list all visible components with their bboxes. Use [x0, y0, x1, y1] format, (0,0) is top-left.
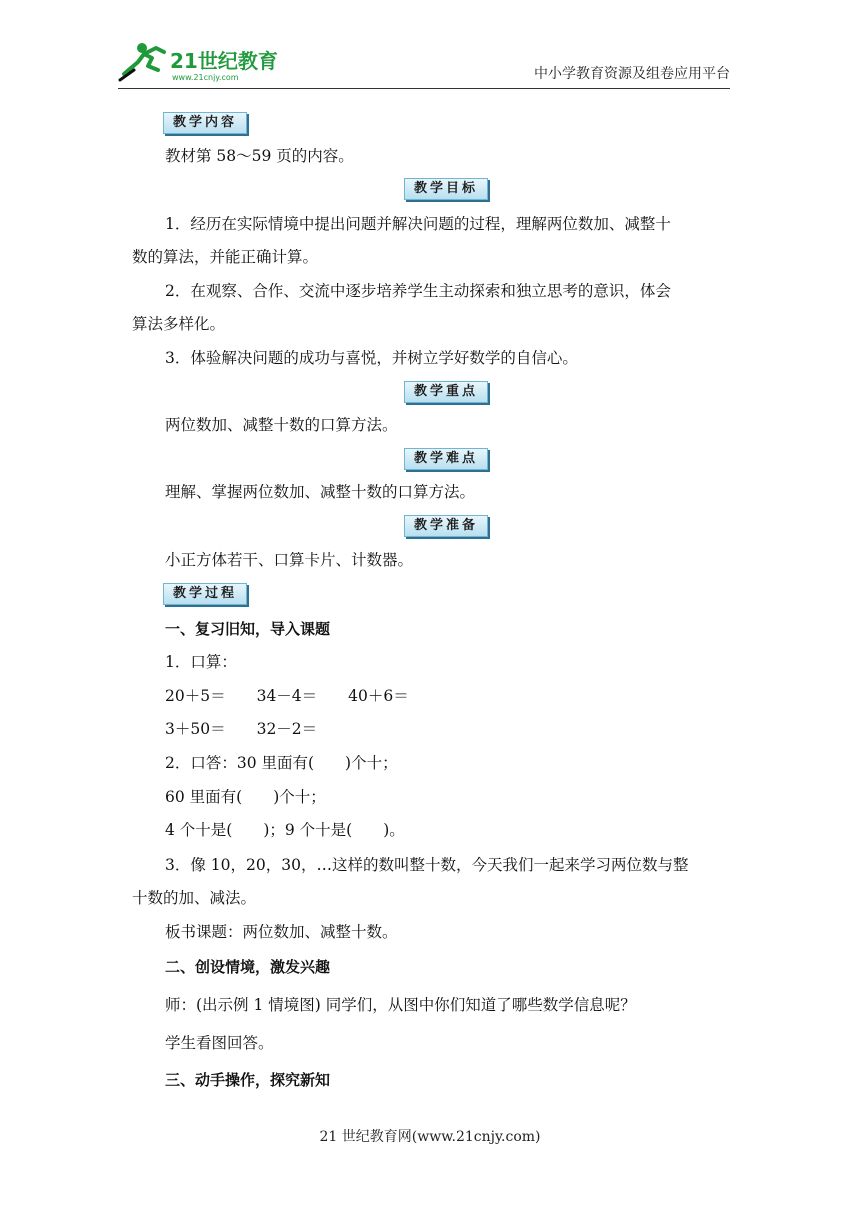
header-divider: [118, 88, 730, 89]
logo-url: www.21cnjy.com: [172, 73, 239, 82]
goal-1-line-2: 数的算法，并能正确计算。: [132, 248, 319, 266]
section-tag-content: 教学内容: [163, 112, 247, 134]
content-text: 教材第 58～59 页的内容。: [165, 147, 354, 165]
section-tag-key: 教学重点: [404, 381, 488, 403]
goal-1-line-1: 1．经历在实际情境中提出问题并解决问题的过程，理解两位数加、减整十: [165, 215, 671, 233]
site-logo: [118, 40, 288, 84]
step-1-item-1: 1．口算：: [165, 653, 237, 671]
teacher-line: 师：(出示例 1 情境图) 同学们，从图中你们知道了哪些数学信息呢？: [165, 996, 636, 1014]
step-1-item-2: 2．口答：30 里面有( )个十；: [165, 754, 398, 772]
step-1-title: 一、复习旧知，导入课题: [165, 620, 331, 638]
calc-row-2: 3＋50＝ 32－2＝: [165, 720, 318, 738]
goal-2-line-2: 算法多样化。: [132, 315, 226, 333]
section-tag-prep: 教学准备: [404, 515, 488, 537]
student-line: 学生看图回答。: [165, 1034, 274, 1052]
platform-name: 中小学教育资源及组卷应用平台: [534, 66, 730, 82]
key-text: 两位数加、减整十数的口算方法。: [165, 416, 398, 434]
oral-line-2: 60 里面有( )个十；: [165, 788, 326, 806]
section-tag-difficulty: 教学难点: [404, 448, 488, 470]
oral-line-3: 4 个十是( )；9 个十是( )。: [165, 821, 405, 839]
step-1-item-3-line-1: 3．像 10，20，30，…这样的数叫整十数，今天我们一起来学习两位数与整: [165, 856, 689, 874]
calc-row-1: 20＋5＝ 34－4＝ 40＋6＝: [165, 687, 409, 705]
prep-text: 小正方体若干、口算卡片、计数器。: [165, 551, 414, 569]
difficulty-text: 理解、掌握两位数加、减整十数的口算方法。: [165, 483, 476, 501]
step-2-title: 二、创设情境，激发兴趣: [165, 958, 331, 976]
logo-text: 21世纪教育: [170, 49, 278, 73]
board-title: 板书课题：两位数加、减整十数。: [165, 923, 398, 941]
step-1-item-3-line-2: 十数的加、减法。: [132, 889, 257, 907]
goal-3: 3．体验解决问题的成功与喜悦，并树立学好数学的自信心。: [165, 349, 578, 367]
section-tag-goals: 教学目标: [404, 178, 488, 200]
page-header: [118, 40, 730, 90]
page-footer: 21 世纪教育网(www.21cnjy.com): [319, 1129, 541, 1145]
step-3-title: 三、动手操作，探究新知: [165, 1071, 331, 1089]
goal-2-line-1: 2．在观察、合作、交流中逐步培养学生主动探索和独立思考的意识，体会: [165, 282, 671, 300]
section-tag-process: 教学过程: [163, 583, 247, 605]
